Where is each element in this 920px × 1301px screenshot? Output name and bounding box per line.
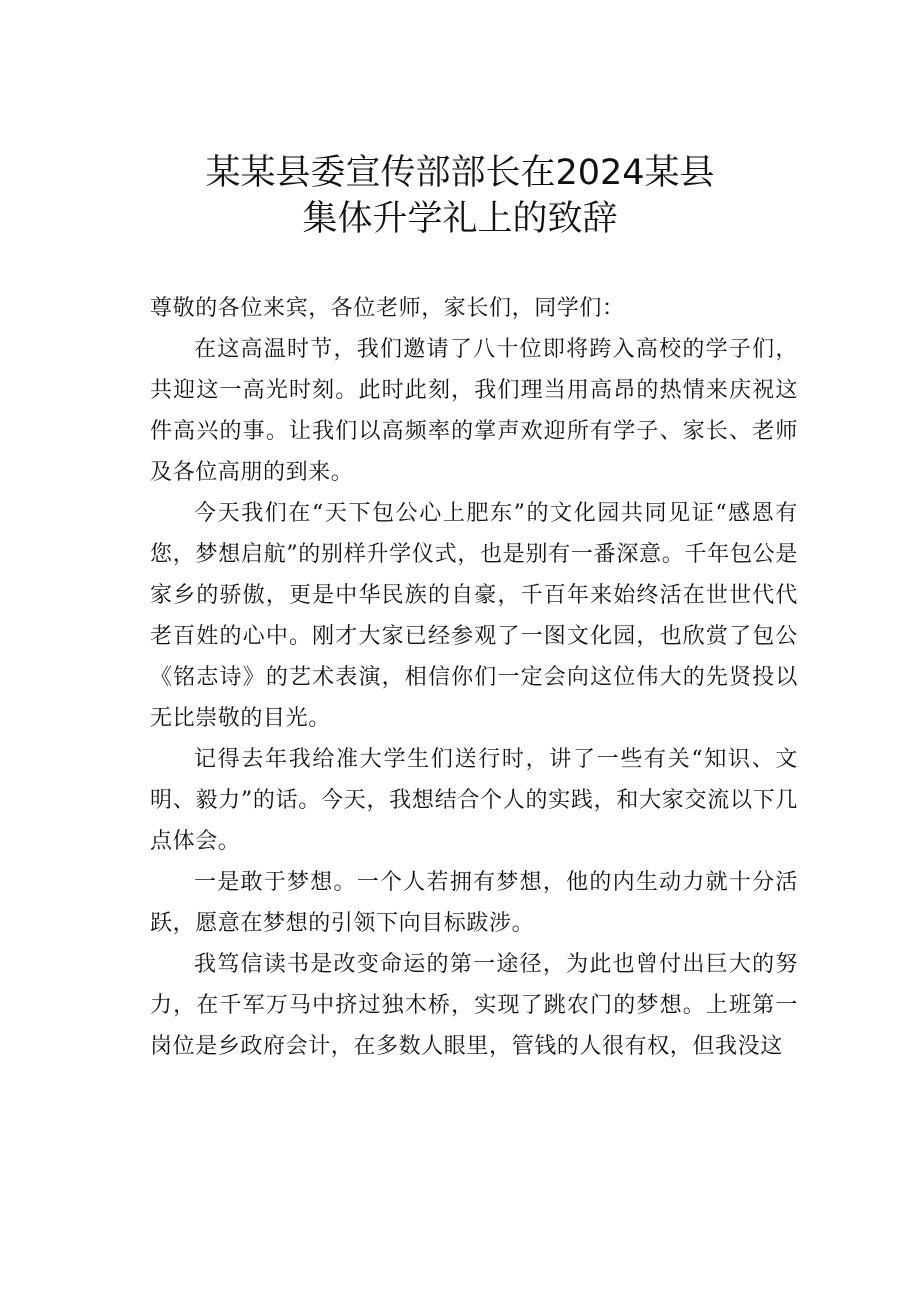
paragraph: 一是敢于梦想。一个人若拥有梦想，他的内生动力就十分活跃，愿意在梦想的引领下向目标跋涉。 <box>150 870 798 936</box>
salutation: 尊敬的各位来宾，各位老师，家长们，同学们： <box>150 296 625 321</box>
paragraph: 在这高温时节，我们邀请了八十位即将跨入高校的学子们，共迎这一高光时刻。此时此刻，我们理当用高昂的热情来庆祝这件高兴的事。让我们以高频率的掌声欢迎所有学子、家长、老师及各位高朋的到来。 <box>150 337 798 485</box>
paragraph: 我笃信读书是改变命运的第一途径，为此也曾付出巨大的努力，在千军万马中挤过独木桥，实现了跳农门的梦想。上班第一岗位是乡政府会计，在多数人眼里，管钱的人很有权，但我没这 <box>150 952 798 1059</box>
title-line-2: 集体升学礼上的致辞 <box>302 199 618 239</box>
document-title <box>120 150 800 242</box>
document-body <box>150 288 798 1067</box>
paragraph: 记得去年我给准大学生们送行时，讲了一些有关“知识、文明、毅力”的话。今天，我想结合个人的实践，和大家交流以下几点体会。 <box>150 747 798 854</box>
paragraph: 今天我们在“天下包公心上肥东”的文化园共同见证“感恩有您，梦想启航”的别样升学仪式，也是别有一番深意。千年包公是家乡的骄傲，更是中华民族的自豪，千百年来始终活在世世代代老百姓的心中。刚才大家已经参观了一图文化园，也欣赏了包公《铭志诗》的艺术表演，相信你们一定会向这位伟大的先贤投以无比崇敬的目光。 <box>150 501 798 731</box>
title-line-1: 某某县委宣传部部长在2024某县 <box>205 153 715 193</box>
